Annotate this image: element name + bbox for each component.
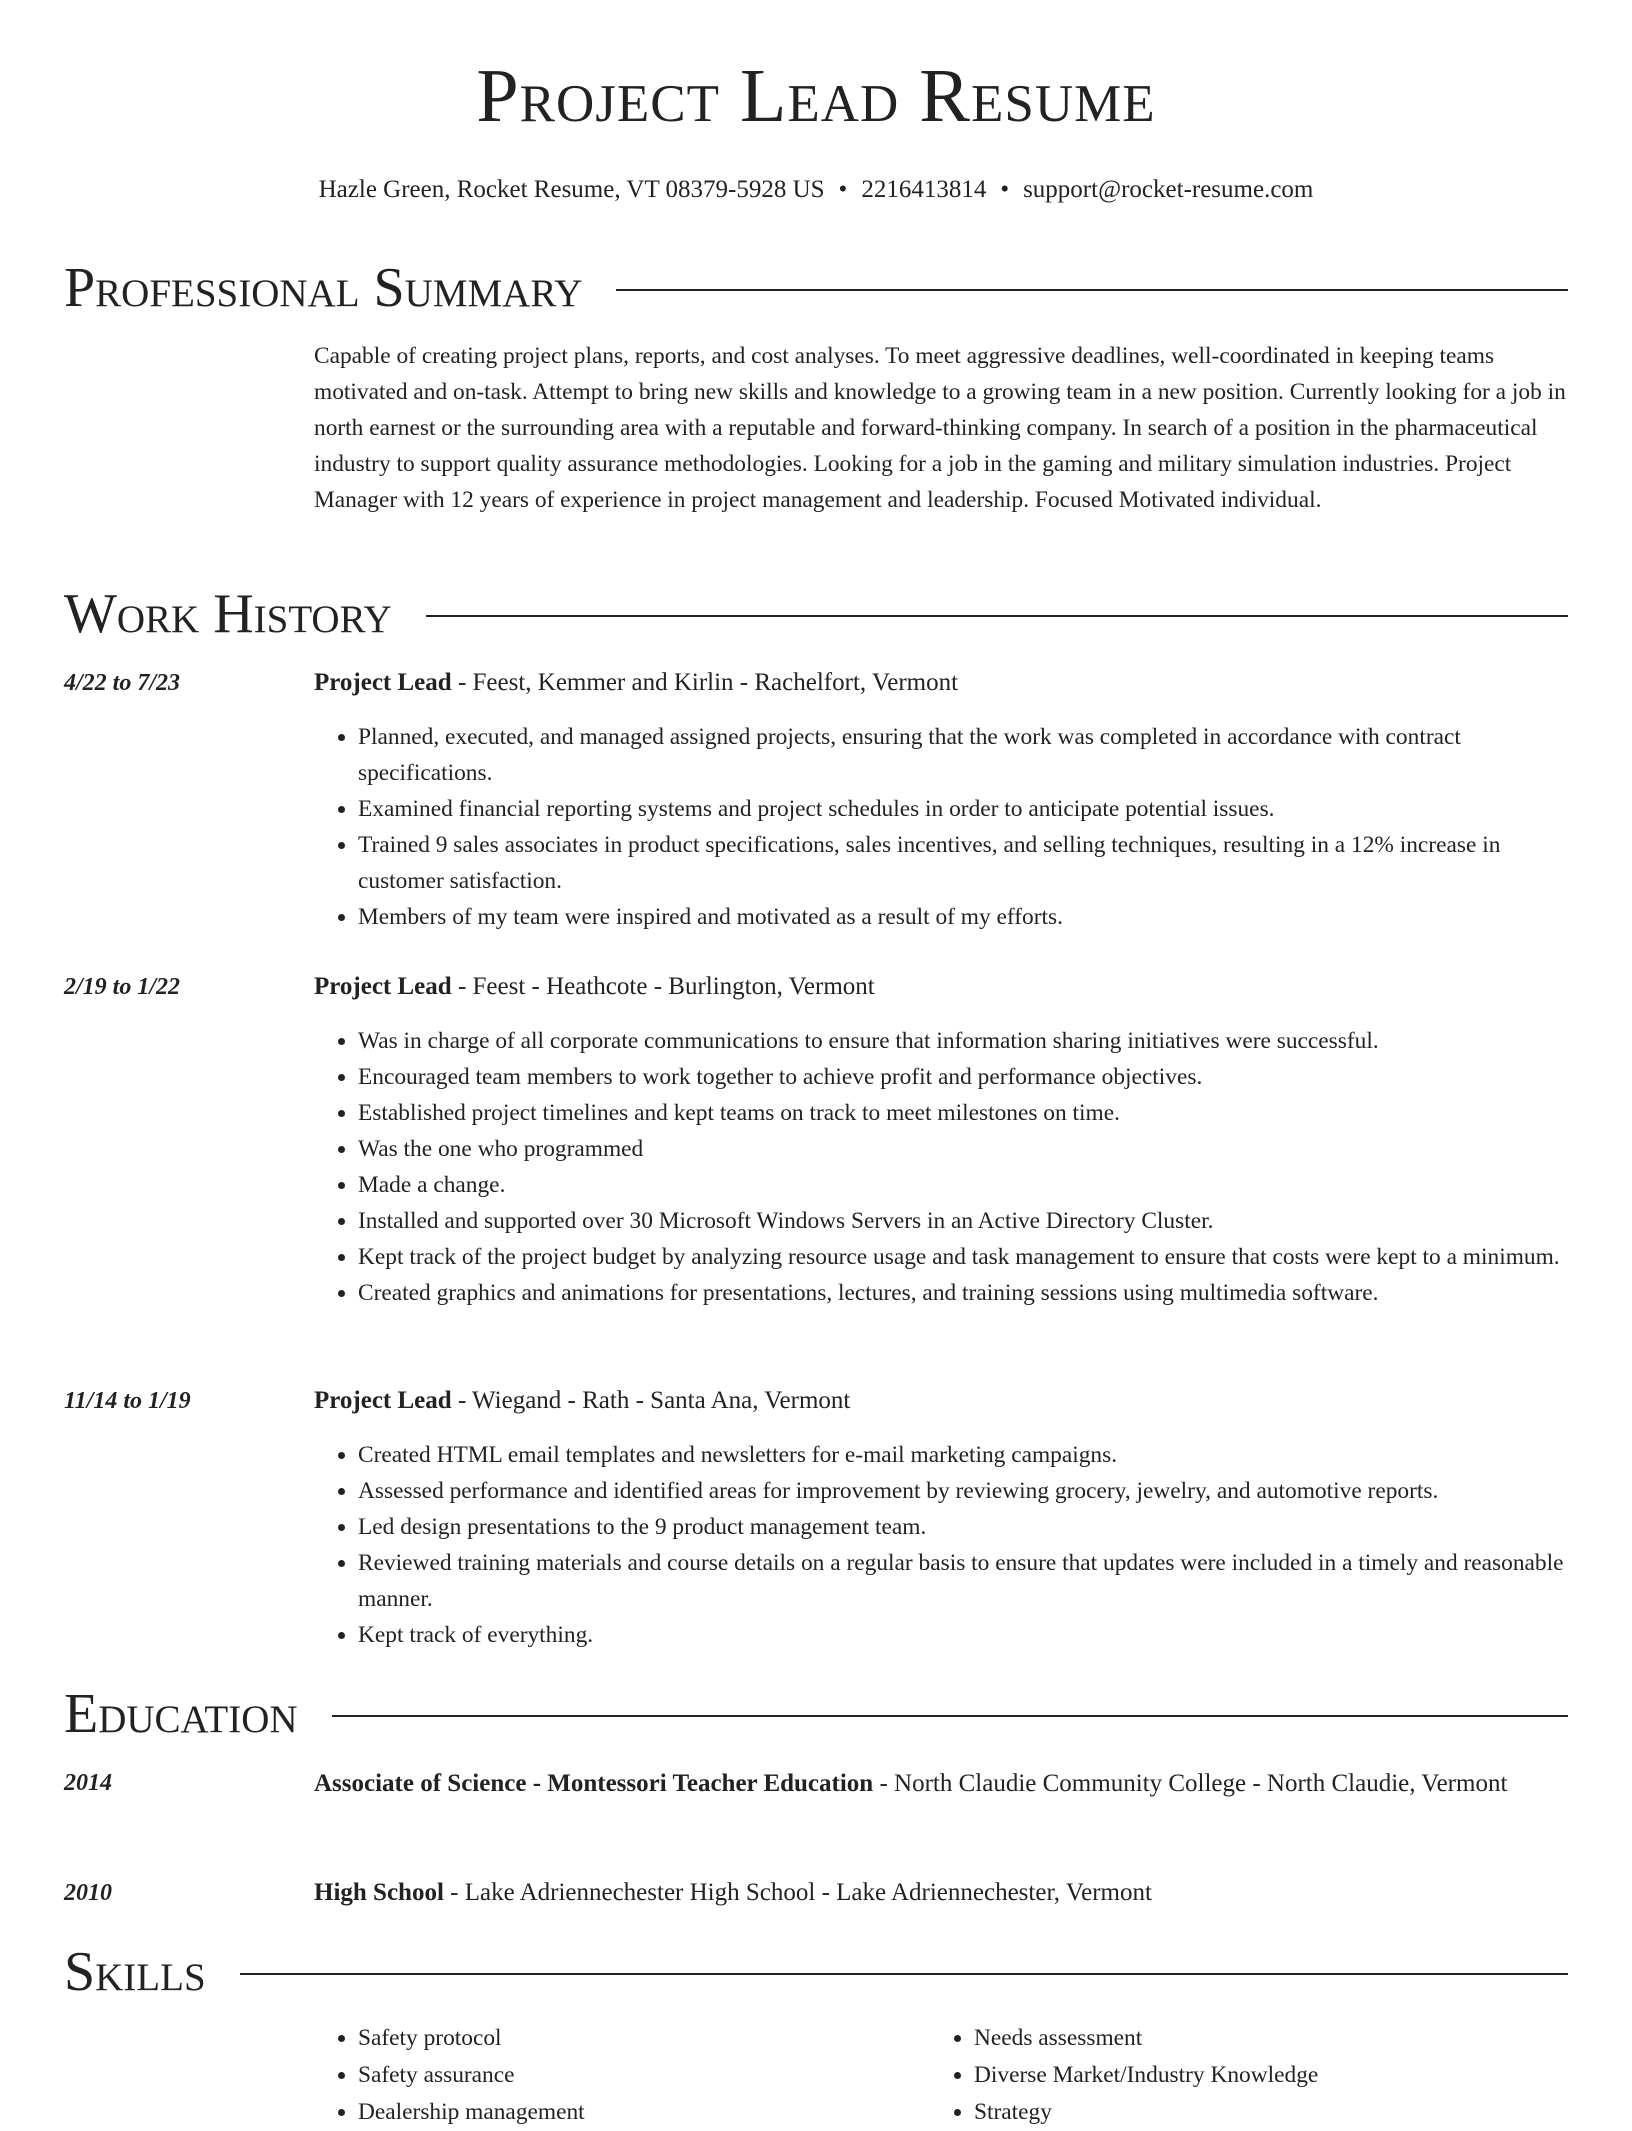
section-title-summary: Professional Summary <box>64 257 583 319</box>
education-info <box>314 1875 1568 1911</box>
work-role <box>314 969 1568 1005</box>
skill-item: • Needs assessment <box>974 2020 1318 2057</box>
education-date: 2014 <box>64 1770 112 1796</box>
education-details: - North Claudie Community College - North Claudie, Vermont <box>873 1770 1508 1797</box>
education-degree: High School <box>314 1879 444 1906</box>
skill-item: • Safety assurance <box>358 2057 585 2094</box>
list-item: • Reviewed training materials and course details on a regular basis to ensure that updates were included in a timely and reasonable manner. <box>358 1545 1568 1617</box>
list-item: • Established project timelines and kept teams on track to meet milestones on time. <box>358 1095 1568 1131</box>
skill-item: • Strategy <box>974 2094 1318 2131</box>
list-item: • Encouraged team members to work together to achieve profit and performance objectives. <box>358 1059 1568 1095</box>
work-details: - Feest - Heathcote - Burlington, Vermont <box>451 973 875 1000</box>
list-item: • Led design presentations to the 9 product management team. <box>358 1509 1568 1545</box>
education-date: 2010 <box>64 1880 112 1906</box>
section-header-skills <box>64 1940 1568 2004</box>
work-bullets <box>314 1023 1568 1311</box>
work-date: 4/22 to 7/23 <box>64 670 181 696</box>
section-divider <box>332 1715 1568 1717</box>
work-role <box>314 665 1568 701</box>
section-header-work <box>64 582 1568 646</box>
work-title: Project Lead <box>314 669 452 696</box>
list-item: • Was in charge of all corporate communications to ensure that information sharing initiatives were successful. <box>358 1023 1568 1059</box>
work-date: 2/19 to 1/22 <box>64 974 181 1000</box>
list-item: • Installed and supported over 30 Microsoft Windows Servers in an Active Directory Cluster. <box>358 1203 1568 1239</box>
work-bullets <box>314 719 1568 935</box>
list-item: • Examined financial reporting systems and project schedules in order to anticipate potential issues. <box>358 791 1568 827</box>
contact-separator: • <box>1000 176 1010 203</box>
section-header-summary <box>64 256 1568 320</box>
work-date: 11/14 to 1/19 <box>64 1388 191 1414</box>
contact-separator: • <box>838 176 848 203</box>
section-divider <box>426 615 1568 617</box>
work-title: Project Lead <box>314 1387 452 1414</box>
education-info <box>314 1765 1568 1803</box>
section-title-education: Education <box>64 1683 298 1745</box>
list-item: • Made a change. <box>358 1167 1568 1203</box>
list-item: • Trained 9 sales associates in product specifications, sales incentives, and selling techniques, resulting in a 12% increase in customer satisfaction. <box>358 827 1568 899</box>
list-item: • Was the one who programmed <box>358 1131 1568 1167</box>
work-details: - Wiegand - Rath - Santa Ana, Vermont <box>451 1387 851 1414</box>
education-degree: Associate of Science - Montessori Teacher Education <box>314 1770 874 1797</box>
list-item: • Planned, executed, and managed assigned projects, ensuring that the work was completed in accordance with contract specifications. <box>358 719 1568 791</box>
work-role <box>314 1383 1568 1419</box>
section-divider <box>616 289 1568 291</box>
section-title-skills: Skills <box>64 1941 206 2003</box>
skill-item: • Safety protocol <box>358 2020 585 2057</box>
education-details: - Lake Adriennechester High School - Lake Adriennechester, Vermont <box>443 1879 1152 1906</box>
list-item: • Created graphics and animations for presentations, lectures, and training sessions using multimedia software. <box>358 1275 1568 1311</box>
work-title: Project Lead <box>314 973 452 1000</box>
work-details: - Feest, Kemmer and Kirlin - Rachelfort, Vermont <box>451 669 959 696</box>
contact-line <box>0 176 1632 204</box>
work-bullets <box>314 1437 1568 1653</box>
section-divider <box>240 1973 1568 1975</box>
list-item: • Members of my team were inspired and motivated as a result of my efforts. <box>358 899 1568 935</box>
list-item: • Kept track of everything. <box>358 1617 1568 1653</box>
page-title: Project Lead Resume <box>476 54 1156 138</box>
skills-column-left <box>314 2020 585 2131</box>
list-item: • Assessed performance and identified areas for improvement by reviewing grocery, jewelry, and automotive reports. <box>358 1473 1568 1509</box>
section-header-education <box>64 1682 1568 1746</box>
skill-item: • Diverse Market/Industry Knowledge <box>974 2057 1318 2094</box>
contact-phone: 2216413814 <box>861 176 987 203</box>
skills-column-right <box>930 2020 1318 2131</box>
contact-email: support@rocket-resume.com <box>1023 176 1314 203</box>
summary-text: Capable of creating project plans, reports, and cost analyses. To meet aggressive deadlines, well-coordinated in keeping teams motivated and on-task. Attempt to bring new skills and knowledge to a growing team in a new position. Currently looking for a job in north earnest or the surrounding area with a reputable and forward-thinking company. In search of a position in the pharmaceutical industry to support quality assurance methodologies. Looking for a job in the gaming and military simulation industries. Project Manager with 12 years of experience in project management and leadership. Focused Motivated individual. <box>314 343 1566 513</box>
list-item: • Created HTML email templates and newsletters for e-mail marketing campaigns. <box>358 1437 1568 1473</box>
contact-address: Hazle Green, Rocket Resume, VT 08379-5928 US <box>318 176 825 203</box>
skill-item: • Dealership management <box>358 2094 585 2131</box>
section-title-work: Work History <box>64 583 392 645</box>
list-item: • Kept track of the project budget by analyzing resource usage and task management to ensure that costs were kept to a minimum. <box>358 1239 1568 1275</box>
